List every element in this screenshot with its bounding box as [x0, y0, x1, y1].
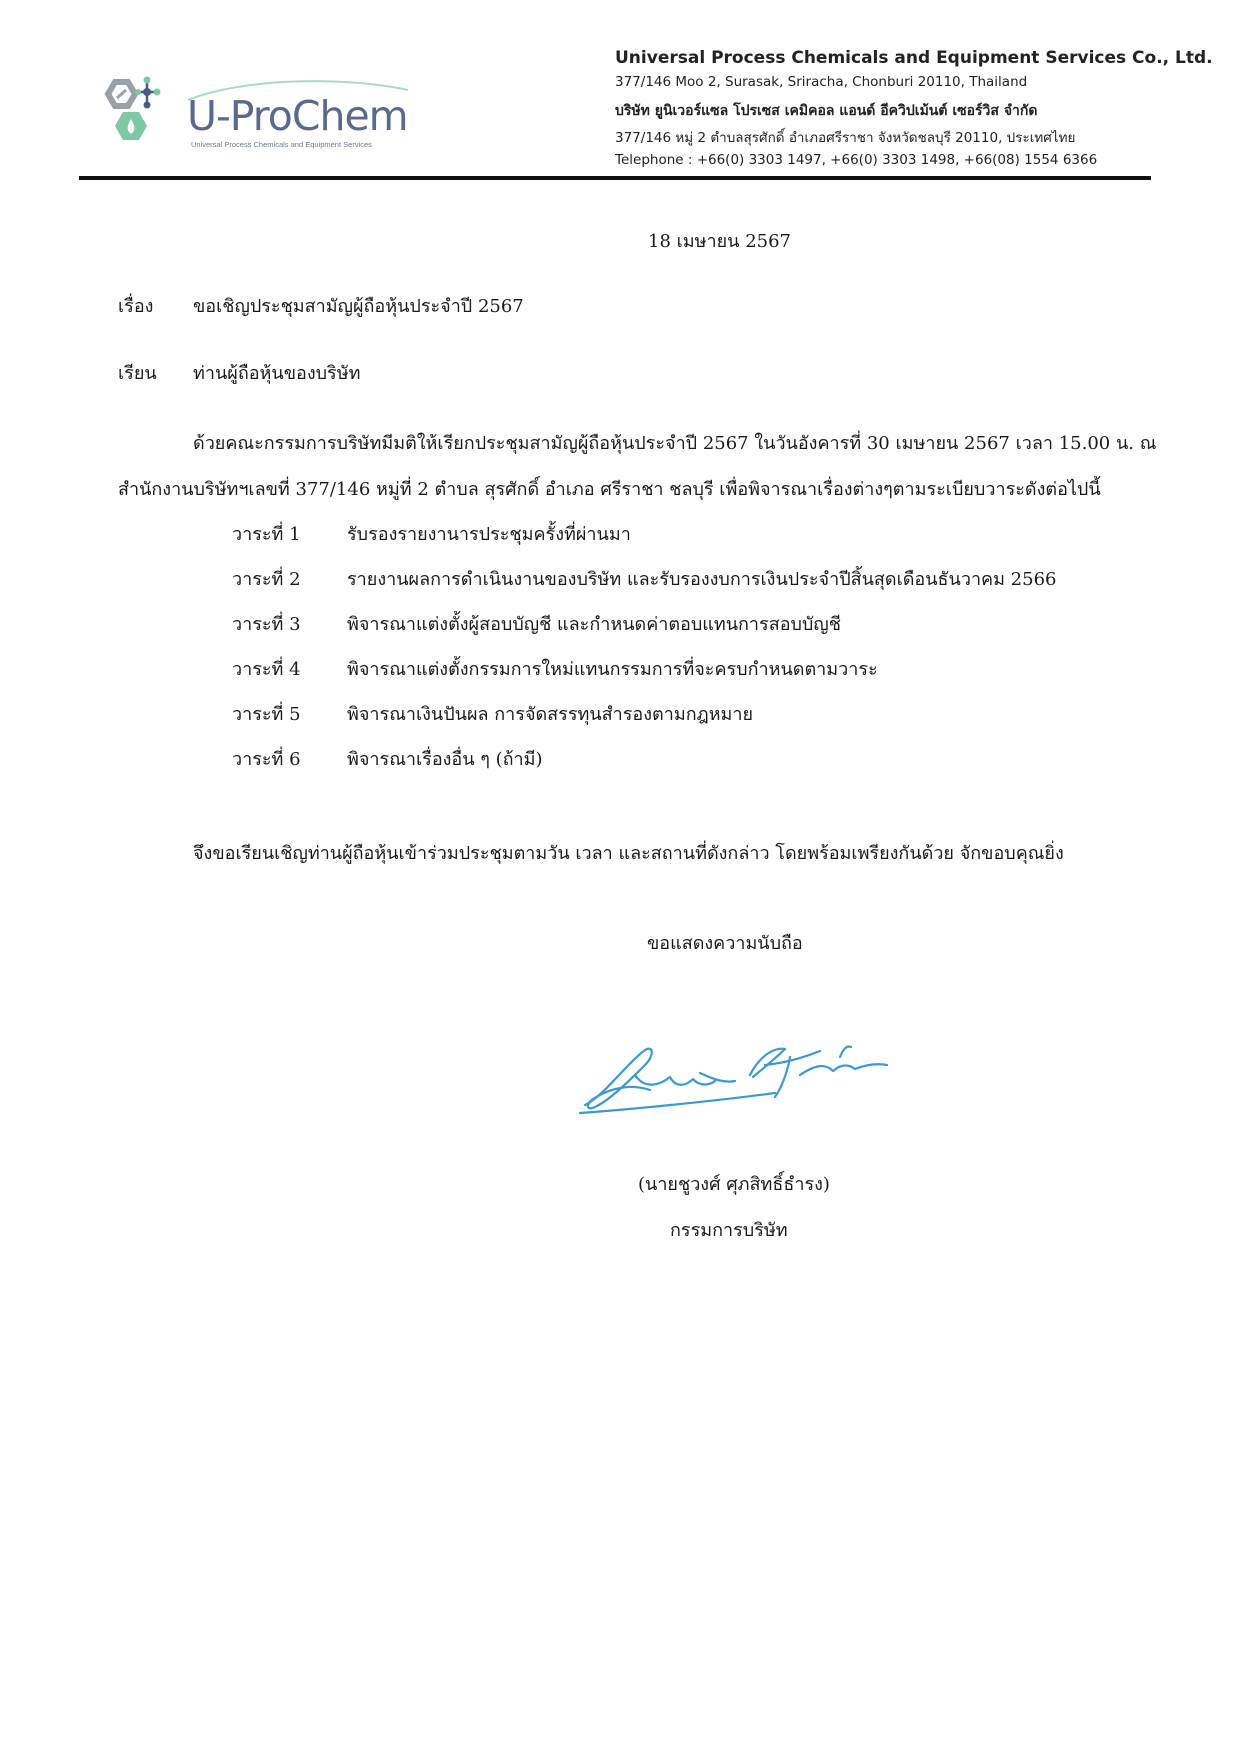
signer-name: (นายชูวงศ์ ศุภสิทธิ์ธำรง)	[638, 1174, 830, 1195]
agenda-item	[232, 526, 1132, 550]
closing-sentence: จึงขอเรียนเชิญท่านผู้ถือหุ้นเข้าร่วมประชุมตามวัน เวลา และสถานที่ดังกล่าว โดยพร้อมเพรียงกันด้วย จักขอบคุณยิ่ง	[193, 843, 1064, 864]
recipient-label: เรียน	[118, 363, 157, 384]
header-divider	[79, 176, 1151, 180]
agenda-item-label: วาระที่ 6	[232, 749, 301, 770]
company-telephone: Telephone : +66(0) 3303 1497, +66(0) 3303 1498, +66(08) 1554 6366	[615, 152, 1098, 168]
agenda-item	[232, 616, 1132, 640]
agenda-item-label: วาระที่ 3	[232, 614, 301, 635]
complimentary-close: ขอแสดงความนับถือ	[647, 933, 803, 954]
agenda-item	[232, 751, 1132, 775]
company-name-th: บริษัท ยูนิเวอร์แซล โปรเซส เคมิคอล แอนด์ อีควิปเม้นต์ เซอร์วิส จำกัด	[615, 103, 1038, 119]
agenda-item-label: วาระที่ 5	[232, 704, 301, 725]
agenda-item-label: วาระที่ 4	[232, 659, 301, 680]
company-address-en: 377/146 Moo 2, Surasak, Sriracha, Chonburi 20110, Thailand	[615, 74, 1028, 90]
company-name-en: Universal Process Chemicals and Equipment Services Co., Ltd.	[615, 48, 1213, 68]
agenda-item-text: พิจารณาเงินปันผล การจัดสรรทุนสำรองตามกฎหมาย	[347, 704, 754, 725]
agenda-item	[232, 571, 1132, 595]
agenda-item-text: รายงานผลการดำเนินงานของบริษัท และรับรองงบการเงินประจำปีสิ้นสุดเดือนธันวาคม 2566	[347, 569, 1057, 590]
signature-icon	[575, 1035, 905, 1125]
company-address-th: 377/146 หมู่ 2 ตำบลสุรศักดิ์ อำเภอศรีราชา จังหวัดชลบุรี 20110, ประเทศไทย	[615, 130, 1076, 146]
agenda-item-text: พิจารณาแต่งตั้งผู้สอบบัญชี และกำหนดค่าตอบแทนการสอบบัญชี	[347, 614, 841, 635]
agenda-item-text: รับรองรายงานารประชุมครั้งที่ผ่านมา	[347, 524, 631, 545]
company-info	[615, 48, 1213, 178]
logo-tagline: Universal Process Chemicals and Equipment Services	[191, 140, 372, 149]
letter-date: 18 เมษายน 2567	[648, 231, 791, 252]
signer-title: กรรมการบริษัท	[670, 1220, 788, 1241]
subject-text: ขอเชิญประชุมสามัญผู้ถือหุ้นประจำปี 2567	[193, 296, 524, 317]
logo-mark-icon	[95, 70, 190, 160]
agenda-item-label: วาระที่ 1	[232, 524, 301, 545]
logo-wordmark: U-ProChem	[187, 92, 408, 140]
recipient-text: ท่านผู้ถือหุ้นของบริษัท	[193, 363, 361, 384]
subject-label: เรื่อง	[118, 296, 154, 317]
agenda-item-text: พิจารณาแต่งตั้งกรรมการใหม่แทนกรรมการที่จะครบกำหนดตามวาระ	[347, 659, 878, 680]
agenda-item	[232, 661, 1132, 685]
body-paragraph-line-2: สำนักงานบริษัทฯเลขที่ 377/146 หมู่ที่ 2 ตำบล สุรศักดิ์ อำเภอ ศรีราชา ชลบุรี เพื่อพิจารณาเรื่องต่างๆตามระเบียบวาระดังต่อไปนี้	[118, 479, 1101, 500]
agenda-item-text: พิจารณาเรื่องอื่น ๆ (ถ้ามี)	[347, 749, 543, 770]
company-logo	[95, 70, 415, 160]
agenda-item	[232, 706, 1132, 730]
body-paragraph-line-1: ด้วยคณะกรรมการบริษัทมีมติให้เรียกประชุมสามัญผู้ถือหุ้นประจำปี 2567 ในวันอังคารที่ 30 เมษายน 2567 เวลา 15.00 น. ณ	[193, 433, 1157, 454]
agenda-item-label: วาระที่ 2	[232, 569, 301, 590]
